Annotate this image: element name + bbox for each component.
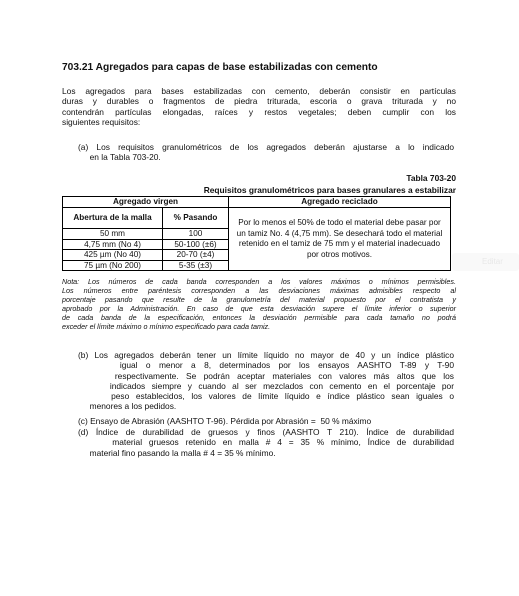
intro-line: Los agregados para bases estabilizadas con cemento, deberán consistir en partículas xyxy=(62,86,456,96)
intro-line: siguientes requisitos: xyxy=(62,116,141,127)
item-c-paragraph xyxy=(78,416,454,426)
intro-line: duras y durables o fragmentos de piedra triturada, escoria o grava triturada y no xyxy=(62,96,456,107)
edit-overlay-button[interactable]: Editar xyxy=(452,253,519,271)
table-note xyxy=(62,277,456,331)
note-line: porcentaje pasando que resulte de la granulometría del material propuesto por el contratista y xyxy=(62,295,456,304)
intro-line: contendrán partículas elongadas, raíces y restos vegetales; deben cumplir con los xyxy=(62,106,456,117)
note-line: Nota: Los números de cada banda corresponden a los valores máximos o mínimos permisibles. xyxy=(62,277,456,286)
header-virgin-aggregate: Agregado virgen xyxy=(63,197,229,208)
cell-passing: 100 xyxy=(163,229,229,240)
item-b-line: menores a los pedidos. xyxy=(78,401,177,412)
item-b-paragraph xyxy=(78,350,454,412)
cell-sieve: 425 µm (No 40) xyxy=(63,250,163,261)
note-line: de cada banda de la especificación, entonces la desviación permisible para cada tamaño no podrá xyxy=(62,313,456,322)
item-d-paragraph xyxy=(78,427,454,458)
cell-passing: 20-70 (±4) xyxy=(163,250,229,261)
section-title: 703.21 Agregados para capas de base estabilizadas con cemento xyxy=(62,62,378,73)
item-b-line: igual o menor a 8, determinados por los ensayos AASHTO T-89 y T-90 xyxy=(78,360,454,371)
gradation-table xyxy=(62,196,451,271)
item-d-line: material fino pasando la malla # 4 = 35 % mínimo. xyxy=(78,447,276,458)
table-number: Tabla 703-20 xyxy=(406,173,456,183)
item-d-line: material gruesos retenido en malla # 4 = 35 % mínimo, Índice de durabilidad xyxy=(78,437,454,448)
table-caption: Requisitos granulométricos para bases granulares a estabilizar xyxy=(203,185,456,195)
item-d-line: (d) Índice de durabilidad de gruesos y finos (AASHTO T 210). Índice de durabilidad xyxy=(78,427,454,437)
item-c-line: (c) Ensayo de Abrasión (AASHTO T-96). Pérdida por Abrasión = 50 % máximo xyxy=(78,416,372,426)
intro-paragraph xyxy=(62,86,456,127)
item-a-line: en la Tabla 703-20. xyxy=(78,152,161,163)
note-line: exceder el límite máximo o mínimo especificado para cada tamiz. xyxy=(62,322,271,331)
item-a-line: (a) Los requisitos granulométricos de los agregados deberán ajustarse a lo indicado xyxy=(78,142,454,152)
recycled-aggregate-text: Por lo menos el 50% de todo el material debe pasar por un tamiz No. 4 (4,75 mm). Se desechará todo el material retenido en el tamiz de 75 mm y el material inadecuado por otros motivos. xyxy=(229,208,451,271)
cell-passing: 50-100 (±6) xyxy=(163,239,229,250)
column-header-passing: % Pasando xyxy=(163,208,229,229)
item-b-line: indicados siempre y cuando al ser mezclados con cemento en el porcentaje por xyxy=(78,380,454,391)
header-recycled-aggregate: Agregado reciclado xyxy=(229,197,451,208)
item-b-line: peso establecidos, los valores de límite líquido e índice plástico sean iguales o xyxy=(78,391,454,402)
note-line: Los números entre paréntesis corresponden a las desviaciones máximas admisibles respecto al xyxy=(62,286,456,295)
column-header-sieve: Abertura de la malla xyxy=(63,208,163,229)
cell-sieve: 50 mm xyxy=(63,229,163,240)
item-b-line: (b) Los agregados deberán tener un límite líquido no mayor de 40 y un índice plástico xyxy=(78,350,454,360)
cell-sieve: 4,75 mm (No 4) xyxy=(63,239,163,250)
cell-sieve: 75 µm (No 200) xyxy=(63,260,163,271)
cell-passing: 5-35 (±3) xyxy=(163,260,229,271)
note-line: aprobado por la Administración. En caso de que esta desviación supere el límite inferior o superior xyxy=(62,304,456,313)
item-a-paragraph xyxy=(78,142,454,163)
item-b-line: respectivamente. Se podrán aceptar materiales con valores más altos que los xyxy=(78,370,454,381)
